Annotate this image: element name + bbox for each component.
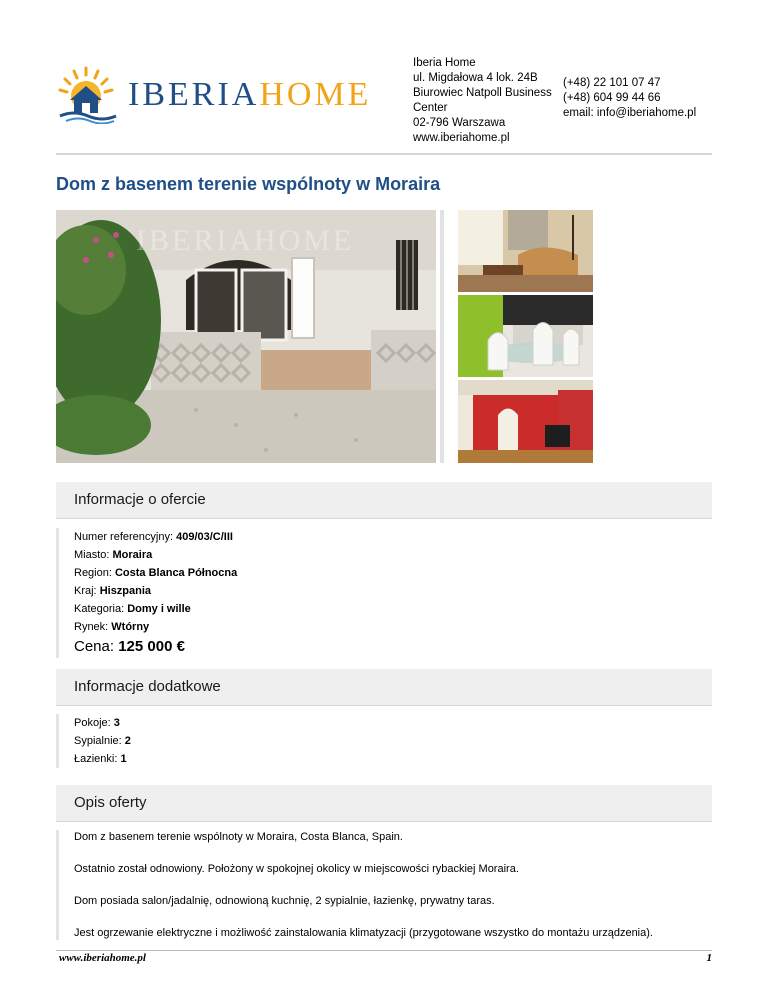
- description-paragraph: Dom z basenem terenie wspólnoty w Moraira, Costa Blanca, Spain.: [74, 831, 403, 843]
- offer-info-header: [56, 482, 712, 519]
- bedrooms-row: [74, 732, 131, 750]
- footer-website[interactable]: www.iberiahome.pl: [59, 952, 146, 964]
- description-body: [56, 830, 653, 940]
- price-row: [74, 636, 237, 658]
- living-room-photo: [458, 210, 593, 292]
- extra-info-body: [56, 714, 131, 768]
- ref-number-label: Numer referencyjny:: [74, 531, 177, 543]
- company-contact: [563, 76, 696, 121]
- market-label: Rynek:: [74, 621, 112, 633]
- extra-info-header: [56, 669, 712, 706]
- bedrooms-label: Sypialnie:: [74, 735, 125, 747]
- description-paragraph: Jest ogrzewanie elektryczne i możliwość zainstalowania klimatyzacji (przygotowane wszystko do montażu urządzenia).: [74, 927, 653, 939]
- region-label: Region:: [74, 567, 115, 579]
- description-paragraph: Ostatnio został odnowiony. Położony w spokojnej okolicy w miejscowości rybackiej Moraira.: [74, 863, 519, 875]
- rooms-row: [74, 714, 131, 732]
- bedrooms-value: 2: [124, 735, 131, 747]
- description-header: [56, 785, 712, 822]
- company-address: [413, 56, 552, 146]
- header-divider: [56, 153, 712, 155]
- country-value: Hiszpania: [99, 585, 152, 597]
- footer-divider: [56, 950, 712, 951]
- contact-email[interactable]: email: info@iberiahome.pl: [563, 107, 697, 119]
- page-title: Dom z basenem terenie wspólnoty w Moraira: [56, 174, 441, 194]
- offer-info-body: [56, 528, 237, 658]
- phone-2[interactable]: (+48) 604 99 44 66: [563, 92, 661, 104]
- company-name: Iberia Home: [413, 57, 476, 69]
- ref-number-row: [74, 528, 237, 546]
- sun-house-icon: [56, 66, 126, 124]
- region-value: Costa Blanca Północna: [114, 567, 238, 579]
- description-paragraph: Dom posiada salon/jadalnię, odnowioną kuchnię, 2 sypialnie, łazienkę, prywatny taras.: [74, 895, 495, 907]
- thumbnail-bedroom[interactable]: [458, 380, 593, 463]
- address-city: 02-796 Warszawa: [413, 117, 506, 129]
- iberiahome-logo: [56, 66, 376, 124]
- market-row: [74, 618, 237, 636]
- country-label: Kraj:: [74, 585, 100, 597]
- offer-info-heading: Informacje o ofercie: [74, 491, 206, 508]
- logo-text-home: HOME: [259, 76, 372, 113]
- bathrooms-label: Łazienki:: [74, 753, 121, 765]
- price-label: Cena:: [74, 638, 119, 655]
- house-exterior-photo: [56, 210, 436, 463]
- region-row: [74, 564, 237, 582]
- photo-watermark: IBERIAHOME: [136, 224, 355, 257]
- page-number: 1: [706, 952, 712, 964]
- description-heading: Opis oferty: [74, 794, 147, 811]
- market-value: Wtórny: [111, 621, 150, 633]
- kitchen-photo: [458, 295, 593, 377]
- thumbnail-living-room[interactable]: [458, 210, 593, 292]
- logo-wordmark: [128, 76, 371, 114]
- extra-info-heading: Informacje dodatkowe: [74, 678, 221, 695]
- bathrooms-value: 1: [120, 753, 127, 765]
- category-value: Domy i wille: [127, 603, 191, 615]
- logo-text-iberia: IBERIA: [128, 76, 260, 113]
- country-row: [74, 582, 237, 600]
- city-row: [74, 546, 237, 564]
- thumbnail-kitchen[interactable]: [458, 295, 593, 377]
- address-website[interactable]: www.iberiahome.pl: [413, 132, 510, 144]
- photo-separator: [440, 210, 444, 463]
- red-wall-room-photo: [458, 380, 593, 463]
- city-label: Miasto:: [74, 549, 113, 561]
- category-row: [74, 600, 237, 618]
- rooms-value: 3: [113, 717, 120, 729]
- rooms-label: Pokoje:: [74, 717, 114, 729]
- price-value: 125 000 €: [118, 638, 185, 655]
- ref-number-value: 409/03/C/III: [176, 531, 233, 543]
- category-label: Kategoria:: [74, 603, 128, 615]
- phone-1[interactable]: (+48) 22 101 07 47: [563, 77, 661, 89]
- address-street: ul. Migdałowa 4 lok. 24B: [413, 72, 538, 84]
- bathrooms-row: [74, 750, 131, 768]
- city-value: Moraira: [112, 549, 153, 561]
- main-photo[interactable]: [56, 210, 436, 463]
- address-building-1: Biurowiec Natpoll Business: [413, 87, 552, 99]
- address-building-2: Center: [413, 102, 448, 114]
